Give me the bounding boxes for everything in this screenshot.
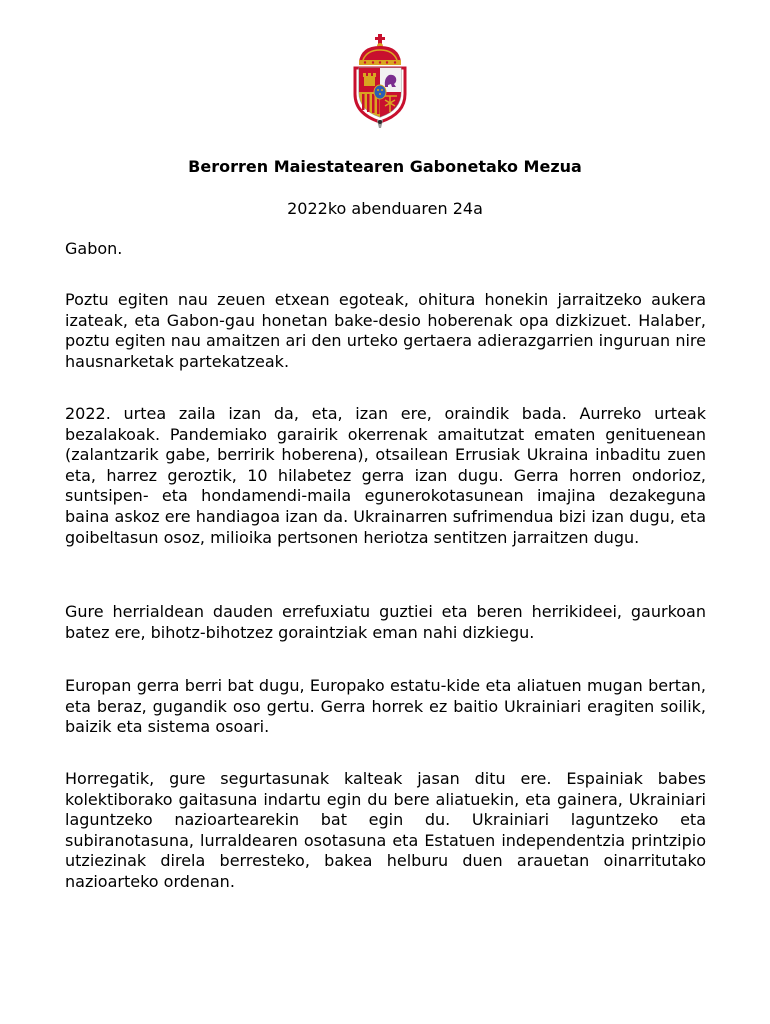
- paragraph-3: Gure herrialdean dauden errefuxiatu guztiei eta beren herrikideei, gaurkoan batez ere, bihotz-bihotzez goraintziak eman nahi dizkiegu.: [65, 602, 706, 642]
- paragraph-1: Poztu egiten nau zeuen etxean egoteak, ohitura honekin jarraitzeko aukera izateak, eta Gabon-gau honetan bake-desio hoberenak opa dizkizuet. Halaber, poztu egiten nau amaitzen ari den urteko gertaera adierazgarrien inguruan nire hausnarketak partekatzeak.: [65, 290, 706, 371]
- paragraph-5: Horregatik, gure segurtasunak kalteak jasan ditu ere. Espainiak babes kolektiborako gaitasuna indartu egin du bere aliatuekin, eta gainera, Ukrainiari laguntzeko nazioartearekin bat egin du. Ukrainiari laguntzeko eta subiranotasuna, lurraldearen osotasuna eta Estatuen independentzia printzipio utziezinak direla berresteko, bakea helburu duen arauetan oinarritutako nazioarteko ordenan.: [65, 769, 706, 891]
- royal-coat-of-arms-icon: [347, 34, 413, 130]
- greeting: Gabon.: [65, 239, 123, 258]
- paragraph-2: 2022. urtea zaila izan da, eta, izan ere, oraindik bada. Aurreko urteak bezalakoak. Pandemiako garairik okerrenak amaitutzat ematen genituenean (zalantzarik gabe, berririk hoberena), otsailean Errusiak Ukraina inbaditu zuen eta, harrez geroztik, 10 hilabetez gerra izan dugu. Gerra horren ondorioz, suntsipen- eta hondamendi-maila egunerokotasunean imajina dezakeguna baina askoz ere handiagoa izan da. Ukrainarren sufrimendua bizi izan dugu, eta goibeltasun osoz, milioika pertsonen heriotza sentitzen jarraitzen dugu.: [65, 404, 706, 547]
- document-date: 2022ko abenduaren 24a: [287, 199, 483, 218]
- document-title: Berorren Maiestatearen Gabonetako Mezua: [188, 157, 582, 176]
- paragraph-4: Europan gerra berri bat dugu, Europako estatu-kide eta aliatuen mugan bertan, eta beraz, gugandik oso gertu. Gerra horrek ez baitio Ukrainiari eragiten soilik, baizik eta sistema osoari.: [65, 676, 706, 737]
